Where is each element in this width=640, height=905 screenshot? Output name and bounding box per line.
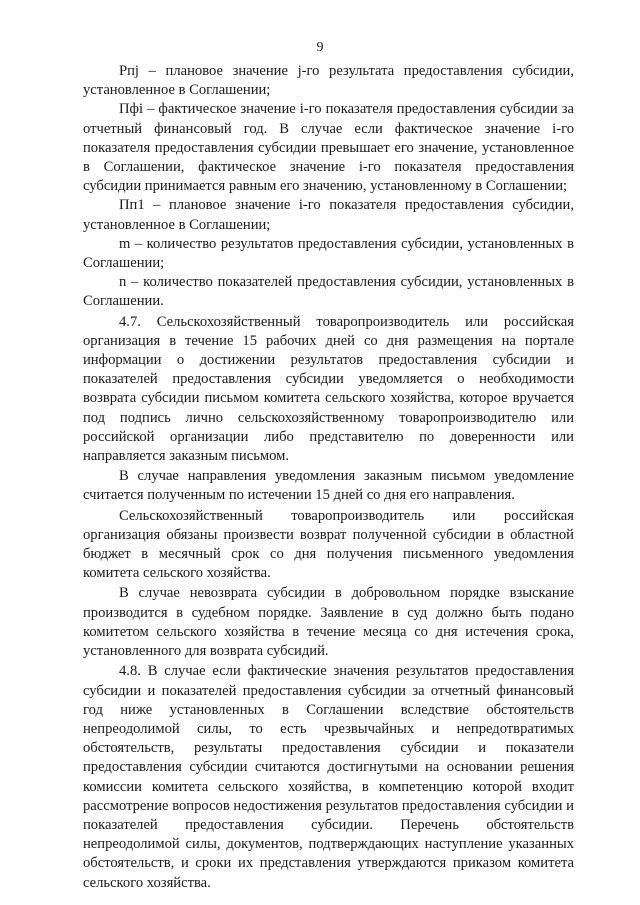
paragraph-n-definition: n – количество показателей предоставления субсидии, установленных в Соглашении.: [83, 274, 574, 310]
paragraph-pf-definition: Пфi – фактическое значение i-го показателя предоставления субсидии за отчетный финансовый год. В случае если фактическое значение i-го показателя предоставления субсидии превышает его значение, установленное в Соглашении, фактическое значение i-го показателя предоставления субсидии принимается равным его значению, установленному в Соглашении;: [83, 101, 574, 195]
paragraph-court-recovery: В случае невозврата субсидии в добровольном порядке взыскание производится в судебном порядке. Заявление в суд должно быть подано комитетом сельского хозяйства в течение месяца со дня истечения срока, установленного для возврата субсидий.: [83, 585, 574, 660]
paragraph-m-definition: m – количество результатов предоставления субсидии, установленных в Соглашении;: [83, 235, 574, 272]
paragraph-4-8: 4.8. В случае если фактические значения результатов предоставления субсидии и показателей предоставления субсидии за отчетный финансовый год ниже установленных в Соглашении вследствие обстоятельств непреодолимой силы, то есть чрезвычайных и непредотвратимых обстоятельств, результаты предоставления субсидии и показатели предоставления субсидии считаются достигнутыми на основании решения комиссии комитета сельского хозяйства, в компетенцию которой входит рассмотрение вопросов недостижения результатов предоставления субсидии и показателей предоставления субсидии. Перечень обстоятельств непреодолимой силы, документов, подтверждающих наступление указанных обстоятельств, и сроки их представления утверждаются приказом комитета сельского хозяйства.: [83, 663, 574, 891]
paragraph-rp-definition: Рпj – плановое значение j-го результата предоставления субсидии, установленное в Соглашении;: [83, 63, 574, 99]
paragraph-registered-letter: В случае направления уведомления заказным письмом уведомление считается полученным по истечении 15 дней со дня его направления.: [83, 468, 574, 504]
paragraph-refund-obligation: Сельскохозяйственный товаропроизводитель или российская организация обязаны произвести возврат полученной субсидии в областной бюджет в месячный срок со дня получения письменного уведомления комитета сельского хозяйства.: [83, 507, 574, 582]
page-number: 9: [316, 40, 324, 55]
paragraph-pp-definition: Пп1 – плановое значение i-го показателя предоставления субсидии, установленное в Соглашении;: [83, 197, 575, 233]
document-body: [83, 62, 574, 893]
paragraph-4-7: 4.7. Сельскохозяйственный товаропроизводитель или российская организация в течение 15 рабочих дней со дня размещения на портале информации о достижении результатов предоставления субсидии и показателей предоставления субсидии уведомляется о необходимости возврата субсидии письмом комитета сельского хозяйства, которое вручается под подпись лично сельскохозяйственному товаропроизводителю или российской организации либо представителю по доверенности или направляется заказным письмом.: [83, 313, 574, 465]
